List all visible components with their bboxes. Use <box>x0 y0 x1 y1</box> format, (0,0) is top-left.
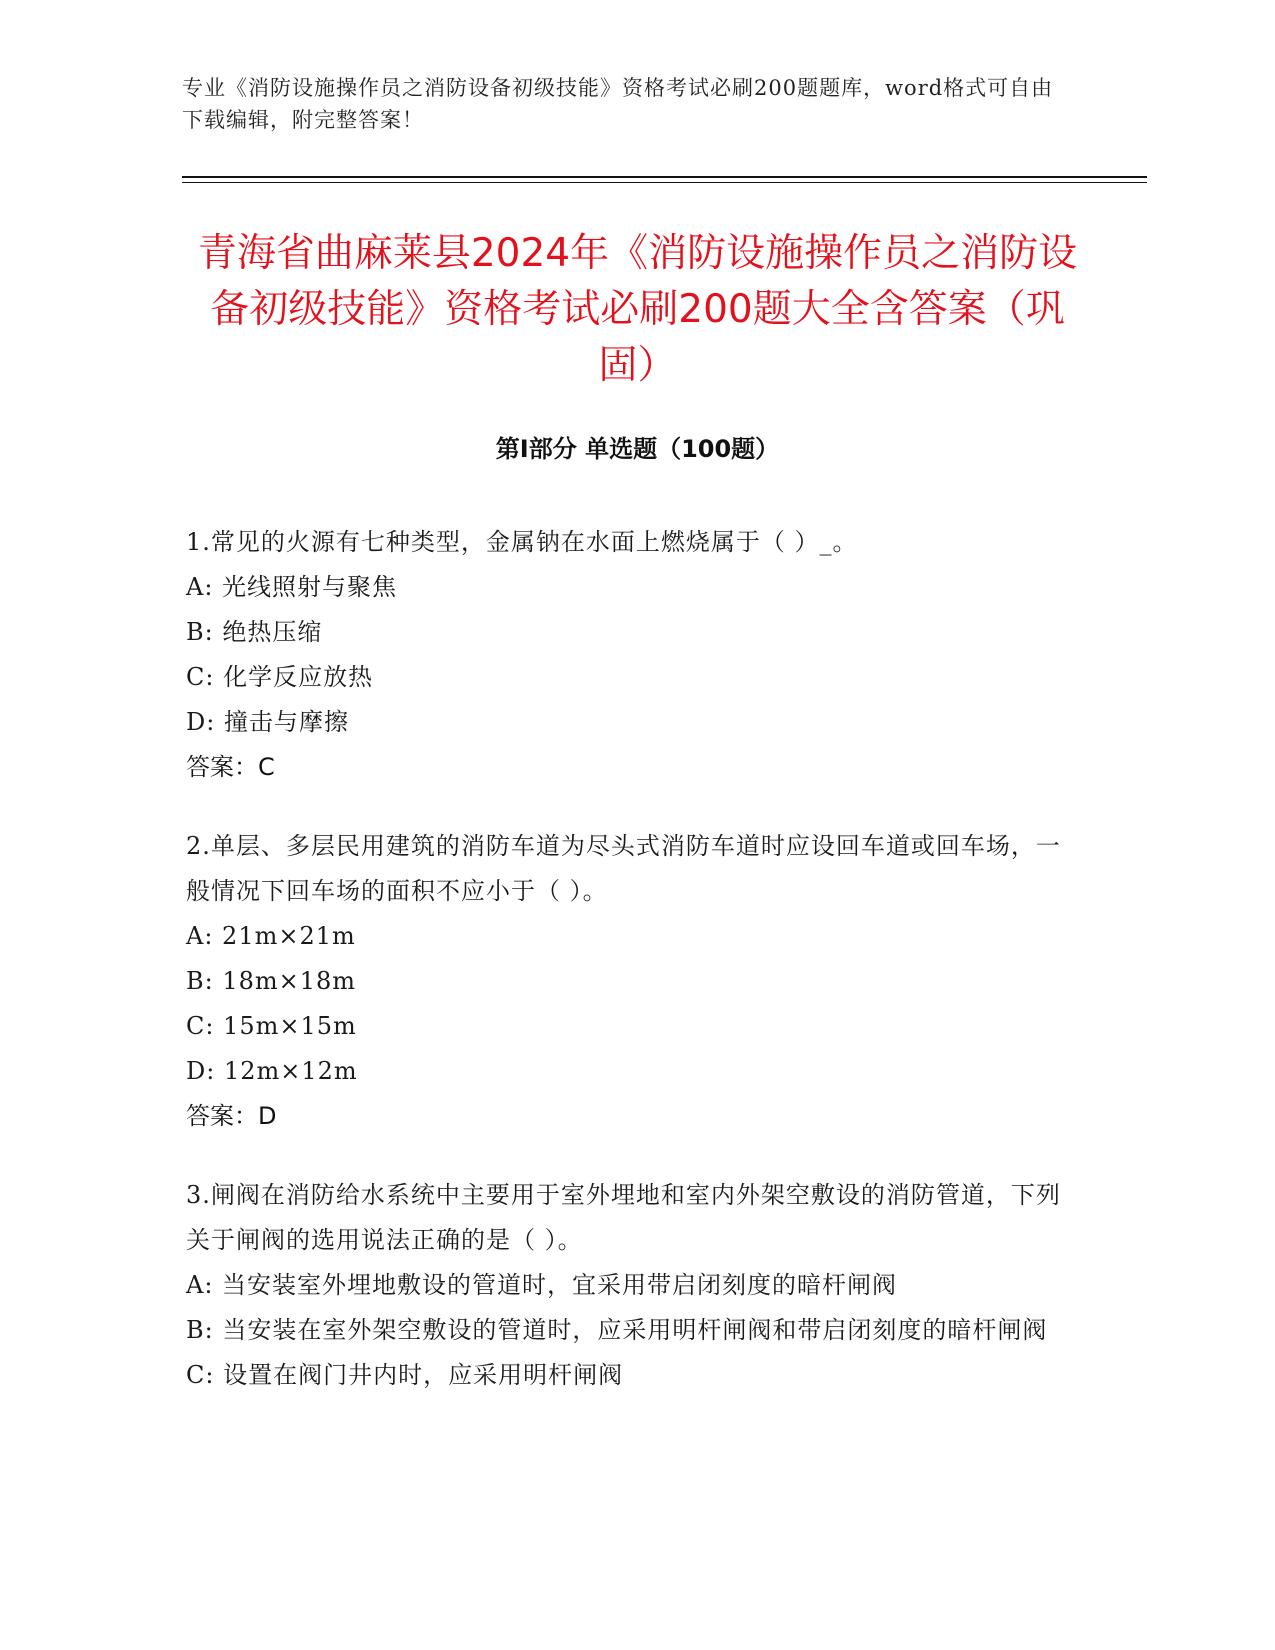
option-b: B: 18m×18m <box>186 967 357 995</box>
document-title: 青海省曲麻莱县2024年《消防设施操作员之消防设备初级技能》资格考试必刷200题大全含答案（巩固） <box>197 231 1078 388</box>
header-divider-thin <box>182 182 1147 183</box>
option-b: B: 绝热压缩 <box>186 618 323 646</box>
question-stem: 1.常见的火源有七种类型，金属钠在水面上燃烧属于（ ）_。 <box>186 528 858 556</box>
option-c: C: 15m×15m <box>186 1012 357 1040</box>
header-divider-thick <box>182 176 1147 178</box>
question-item <box>186 824 1066 1139</box>
option-a: A: 当安装室外埋地敷设的管道时，宜采用带启闭刻度的暗杆闸阀 <box>186 1271 898 1299</box>
header-note: 专业《消防设施操作员之消防设备初级技能》资格考试必刷200题题库，word格式可自由下载编辑，附完整答案！ <box>182 76 1054 132</box>
option-c: C: 化学反应放热 <box>186 663 374 691</box>
option-a: A: 光线照射与聚焦 <box>186 573 398 601</box>
option-b: B: 当安装在室外架空敷设的管道时，应采用明杆闸阀和带启闭刻度的暗杆闸阀 <box>186 1316 1048 1344</box>
answer-line: 答案：C <box>186 753 275 781</box>
question-stem: 3.闸阀在消防给水系统中主要用于室外埋地和室内外架空敷设的消防管道，下列关于闸阀的选用说法正确的是（ ）。 <box>186 1181 1061 1254</box>
question-stem: 2.单层、多层民用建筑的消防车道为尽头式消防车道时应设回车道或回车场，一般情况下回车场的面积不应小于（ ）。 <box>186 832 1061 905</box>
answer-line: 答案：D <box>186 1102 277 1130</box>
option-d: D: 12m×12m <box>186 1057 358 1085</box>
question-list <box>186 520 1066 1432</box>
section-heading: 第I部分 单选题（100题） <box>495 435 780 463</box>
question-item <box>186 1173 1066 1398</box>
option-c: C: 设置在阀门井内时，应采用明杆闸阀 <box>186 1361 624 1389</box>
question-item <box>186 520 1066 790</box>
option-d: D: 撞击与摩擦 <box>186 708 349 736</box>
option-a: A: 21m×21m <box>186 922 356 950</box>
